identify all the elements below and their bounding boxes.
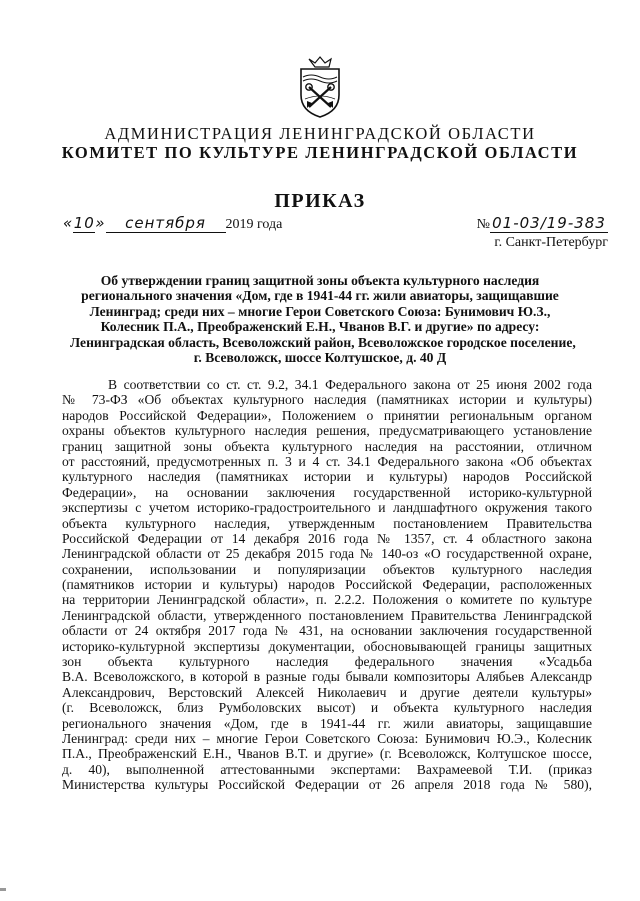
body-line: от расстояний, предусмотренных п. 3 и 4 ст. 34.1 Федерального закона «Об объектах — [62, 453, 592, 469]
date-day: 10 — [73, 214, 95, 232]
body-line: охраны объектов культурного наследия решения, предусматривающего установление — [62, 423, 592, 439]
subject-line: Ленинградская область, Всеволожский район, Всеволожское городское поселение, — [70, 334, 576, 350]
body-line: Ленинградской области, утвержденного постановлением Правительства Ленинградской — [62, 607, 592, 623]
order-body — [62, 377, 592, 793]
body-line: В.А. Всеволожского, в которой в разные годы бывали композиторы Алябьев Александр — [62, 669, 592, 685]
date-year: 2019 года — [225, 217, 283, 232]
order-number — [477, 214, 608, 233]
body-line: (г. Всеволожск, близ Румболовских высот) и объекта культурного наследия — [62, 700, 592, 716]
order-city: г. Санкт-Петербург — [494, 235, 608, 250]
order-number-prefix: № — [476, 217, 490, 232]
date-close-quote: » — [95, 214, 106, 232]
body-line: (памятников истории и культуры) народов Российской Федерации, расположенных — [62, 577, 592, 593]
body-line: народов Российской Федерации», Положением о принятии региональным органом — [62, 407, 592, 423]
order-number-value: 01-03/19-383 — [490, 214, 608, 233]
date-month: сентября — [106, 214, 226, 233]
coat-of-arms-icon — [295, 55, 345, 119]
body-line: экспертизы с учетом историко-градостроительного и ландшафтного окружения такого — [62, 500, 592, 516]
body-line: культурного наследия (памятниках истории и культуры) народов Российской — [62, 469, 592, 485]
document-title: ПРИКАЗ — [274, 190, 366, 212]
order-date — [63, 214, 282, 233]
date-open-quote: « — [63, 214, 74, 232]
scan-artifact — [0, 888, 6, 891]
body-line: Александрович, Верстовский Алексей Николаевич и другие деятели культуры» — [62, 684, 592, 700]
body-line: области от 24 октября 2017 года № 431, на основании заключения государственной — [62, 623, 592, 639]
subject-line: г. Всеволожск, шоссе Колтушское, д. 40 Д — [193, 350, 447, 366]
committee-name: КОМИТЕТ ПО КУЛЬТУРЕ ЛЕНИНГРАДСКОЙ ОБЛАСТИ — [61, 143, 579, 162]
subject-line: Ленинград; среди них – многие Герои Советского Союза: Бунимович Ю.З., — [89, 303, 551, 319]
organization-name: АДМИНИСТРАЦИЯ ЛЕНИНГРАДСКОЙ ОБЛАСТИ — [104, 124, 536, 143]
body-line: Ленинградской области от 25 декабря 2015 года № 140-оз «О государственной охране, — [62, 546, 592, 562]
body-line: регионального значения «Дом, где в 1941-44 гг. жили авиаторы, защищавшие — [62, 715, 592, 731]
body-line: зон объекта культурного наследия федерального значения «Усадьба — [62, 654, 592, 670]
body-line: П.А., Преображенский Е.Н., Чванов В.Т. и другие» (г. Всеволожск, Колтушское шоссе, — [62, 746, 592, 762]
body-line: Федерации», на основании заключения государственной историко-культурной — [62, 484, 592, 500]
body-line: на территории Ленинградской области», п. 2.2.2. Положения о комитете по культуре — [62, 592, 592, 608]
body-line: Российской Федерации от 14 декабря 2016 года № 1357, ст. 4 областного закона — [62, 530, 592, 546]
body-line: В соответствии со ст. ст. 9.2, 34.1 Федерального закона от 25 июня 2002 года — [108, 377, 592, 392]
body-line: историко-культурной экспертизы документации, обосновывающей границы защитных — [62, 638, 592, 654]
body-line: сохранении, использовании и популяризации объектов культурного наследия — [62, 561, 592, 577]
subject-line: регионального значения «Дом, где в 1941-44 гг. жили авиаторы, защищавшие — [81, 288, 559, 304]
body-line: Министерства культуры Российской Федерации от 26 апреля 2018 года № 580), — [62, 777, 592, 793]
body-line: границ защитной зоны объекта культурного наследия на расстоянии, отличном — [62, 438, 592, 454]
body-line: д. 40), выполненной аттестованными экспертами: Вахрамеевой Т.И. (приказ — [62, 761, 592, 777]
subject-line: Об утверждении границ защитной зоны объекта культурного наследия — [100, 273, 540, 288]
body-line: № 73-ФЗ «Об объектах культурного наследия (памятниках истории и культуры) — [62, 392, 592, 408]
body-line: Ленинград: среди них – многие Герои Советского Союза: Бунимович Ю.Э., Колесник — [62, 730, 592, 746]
body-line: объекта культурного наследия, утвержденным постановлением Правительства — [62, 515, 592, 531]
subject-line: Колесник П.А., Преображенский Е.Н., Чванов В.Г. и другие» по адресу: — [100, 319, 540, 335]
order-subject — [70, 273, 576, 366]
